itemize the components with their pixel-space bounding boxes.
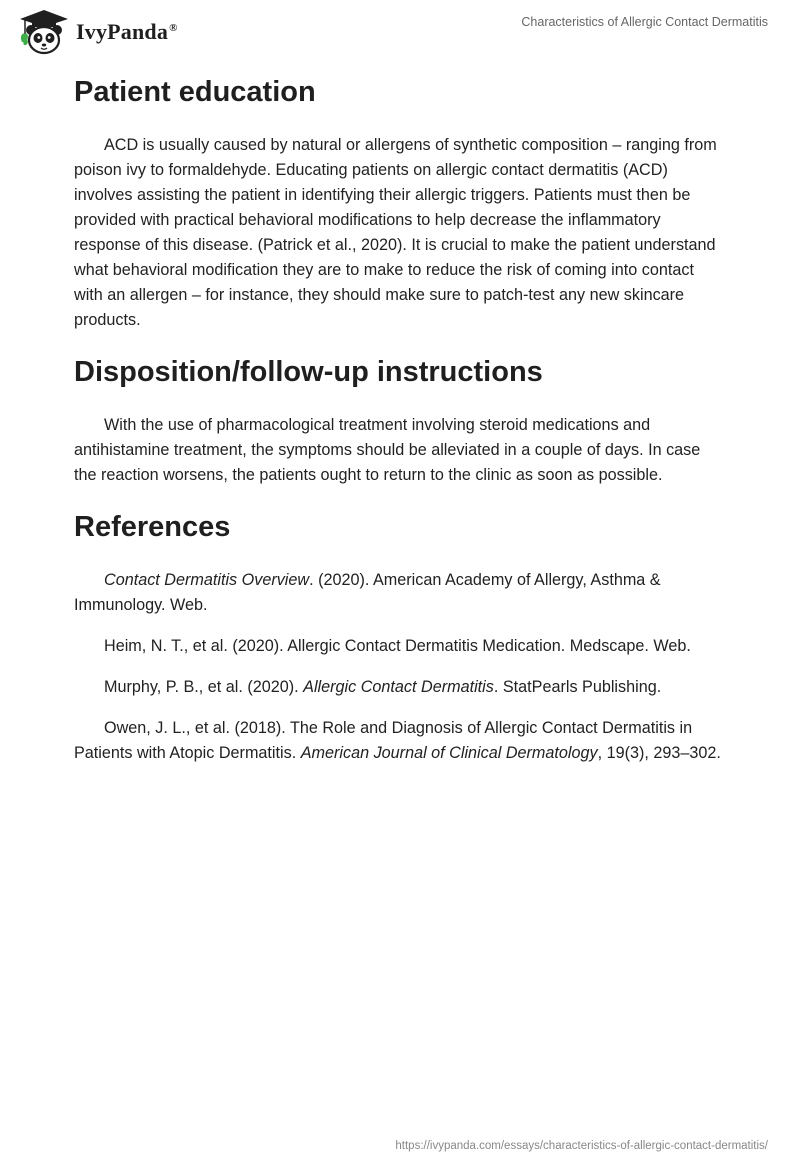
page-header [0, 0, 800, 60]
references-title: References [74, 511, 231, 543]
document-body [74, 70, 726, 782]
reference-italic: American Journal of Clinical Dermatology [300, 744, 598, 762]
panda-graduate-icon [14, 8, 74, 56]
reference-item: Murphy, P. B., et al. (2020). Allergic Contact Dermatitis. StatPearls Publishing. [104, 678, 662, 696]
reference-item: Heim, N. T., et al. (2020). Allergic Contact Dermatitis Medication. Medscape. Web. [104, 637, 691, 655]
brand-name: IvyPanda® [76, 19, 178, 44]
running-title: Characteristics of Allergic Contact Dermatitis [521, 15, 768, 29]
registered-mark: ® [169, 21, 178, 34]
section-paragraph-patient-education: ACD is usually caused by natural or allergens of synthetic composition – ranging from poison ivy to formaldehyde. Educating patients on allergic contact dermatitis (ACD) involves assisting the patient in identifying their allergic triggers. Patients must then be provided with practical behavioral modifications to help decrease the inflammatory response of this disease. (Patrick et al., 2020). It is crucial to make the patient understand what behavioral modification they are to make to reduce the risk of coming into contact with an allergen – for instance, they should make sure to patch-test any new skincare products. [74, 136, 717, 329]
reference-item: Owen, J. L., et al. (2018). The Role and Diagnosis of Allergic Contact Dermatitis in Patients with Atopic Dermatitis. American Journal of Clinical Dermatology, 19(3), 293–302. [74, 719, 721, 762]
section-title-patient-education: Patient education [74, 76, 316, 108]
section-title-disposition: Disposition/follow-up instructions [74, 356, 543, 388]
reference-italic: Contact Dermatitis Overview [104, 571, 310, 589]
ivypanda-logo[interactable] [14, 8, 254, 56]
reference-italic: Allergic Contact Dermatitis [303, 678, 494, 696]
reference-item: Contact Dermatitis Overview. (2020). American Academy of Allergy, Asthma & Immunology. Web. [74, 571, 661, 614]
references-list [74, 568, 726, 766]
footer-url[interactable]: https://ivypanda.com/essays/characteristics-of-allergic-contact-dermatitis/ [395, 1140, 768, 1152]
section-paragraph-disposition: With the use of pharmacological treatment involving steroid medications and antihistamine treatment, the symptoms should be alleviated in a couple of days. In case the reaction worsens, the patients ought to return to the clinic as soon as possible. [74, 416, 701, 484]
